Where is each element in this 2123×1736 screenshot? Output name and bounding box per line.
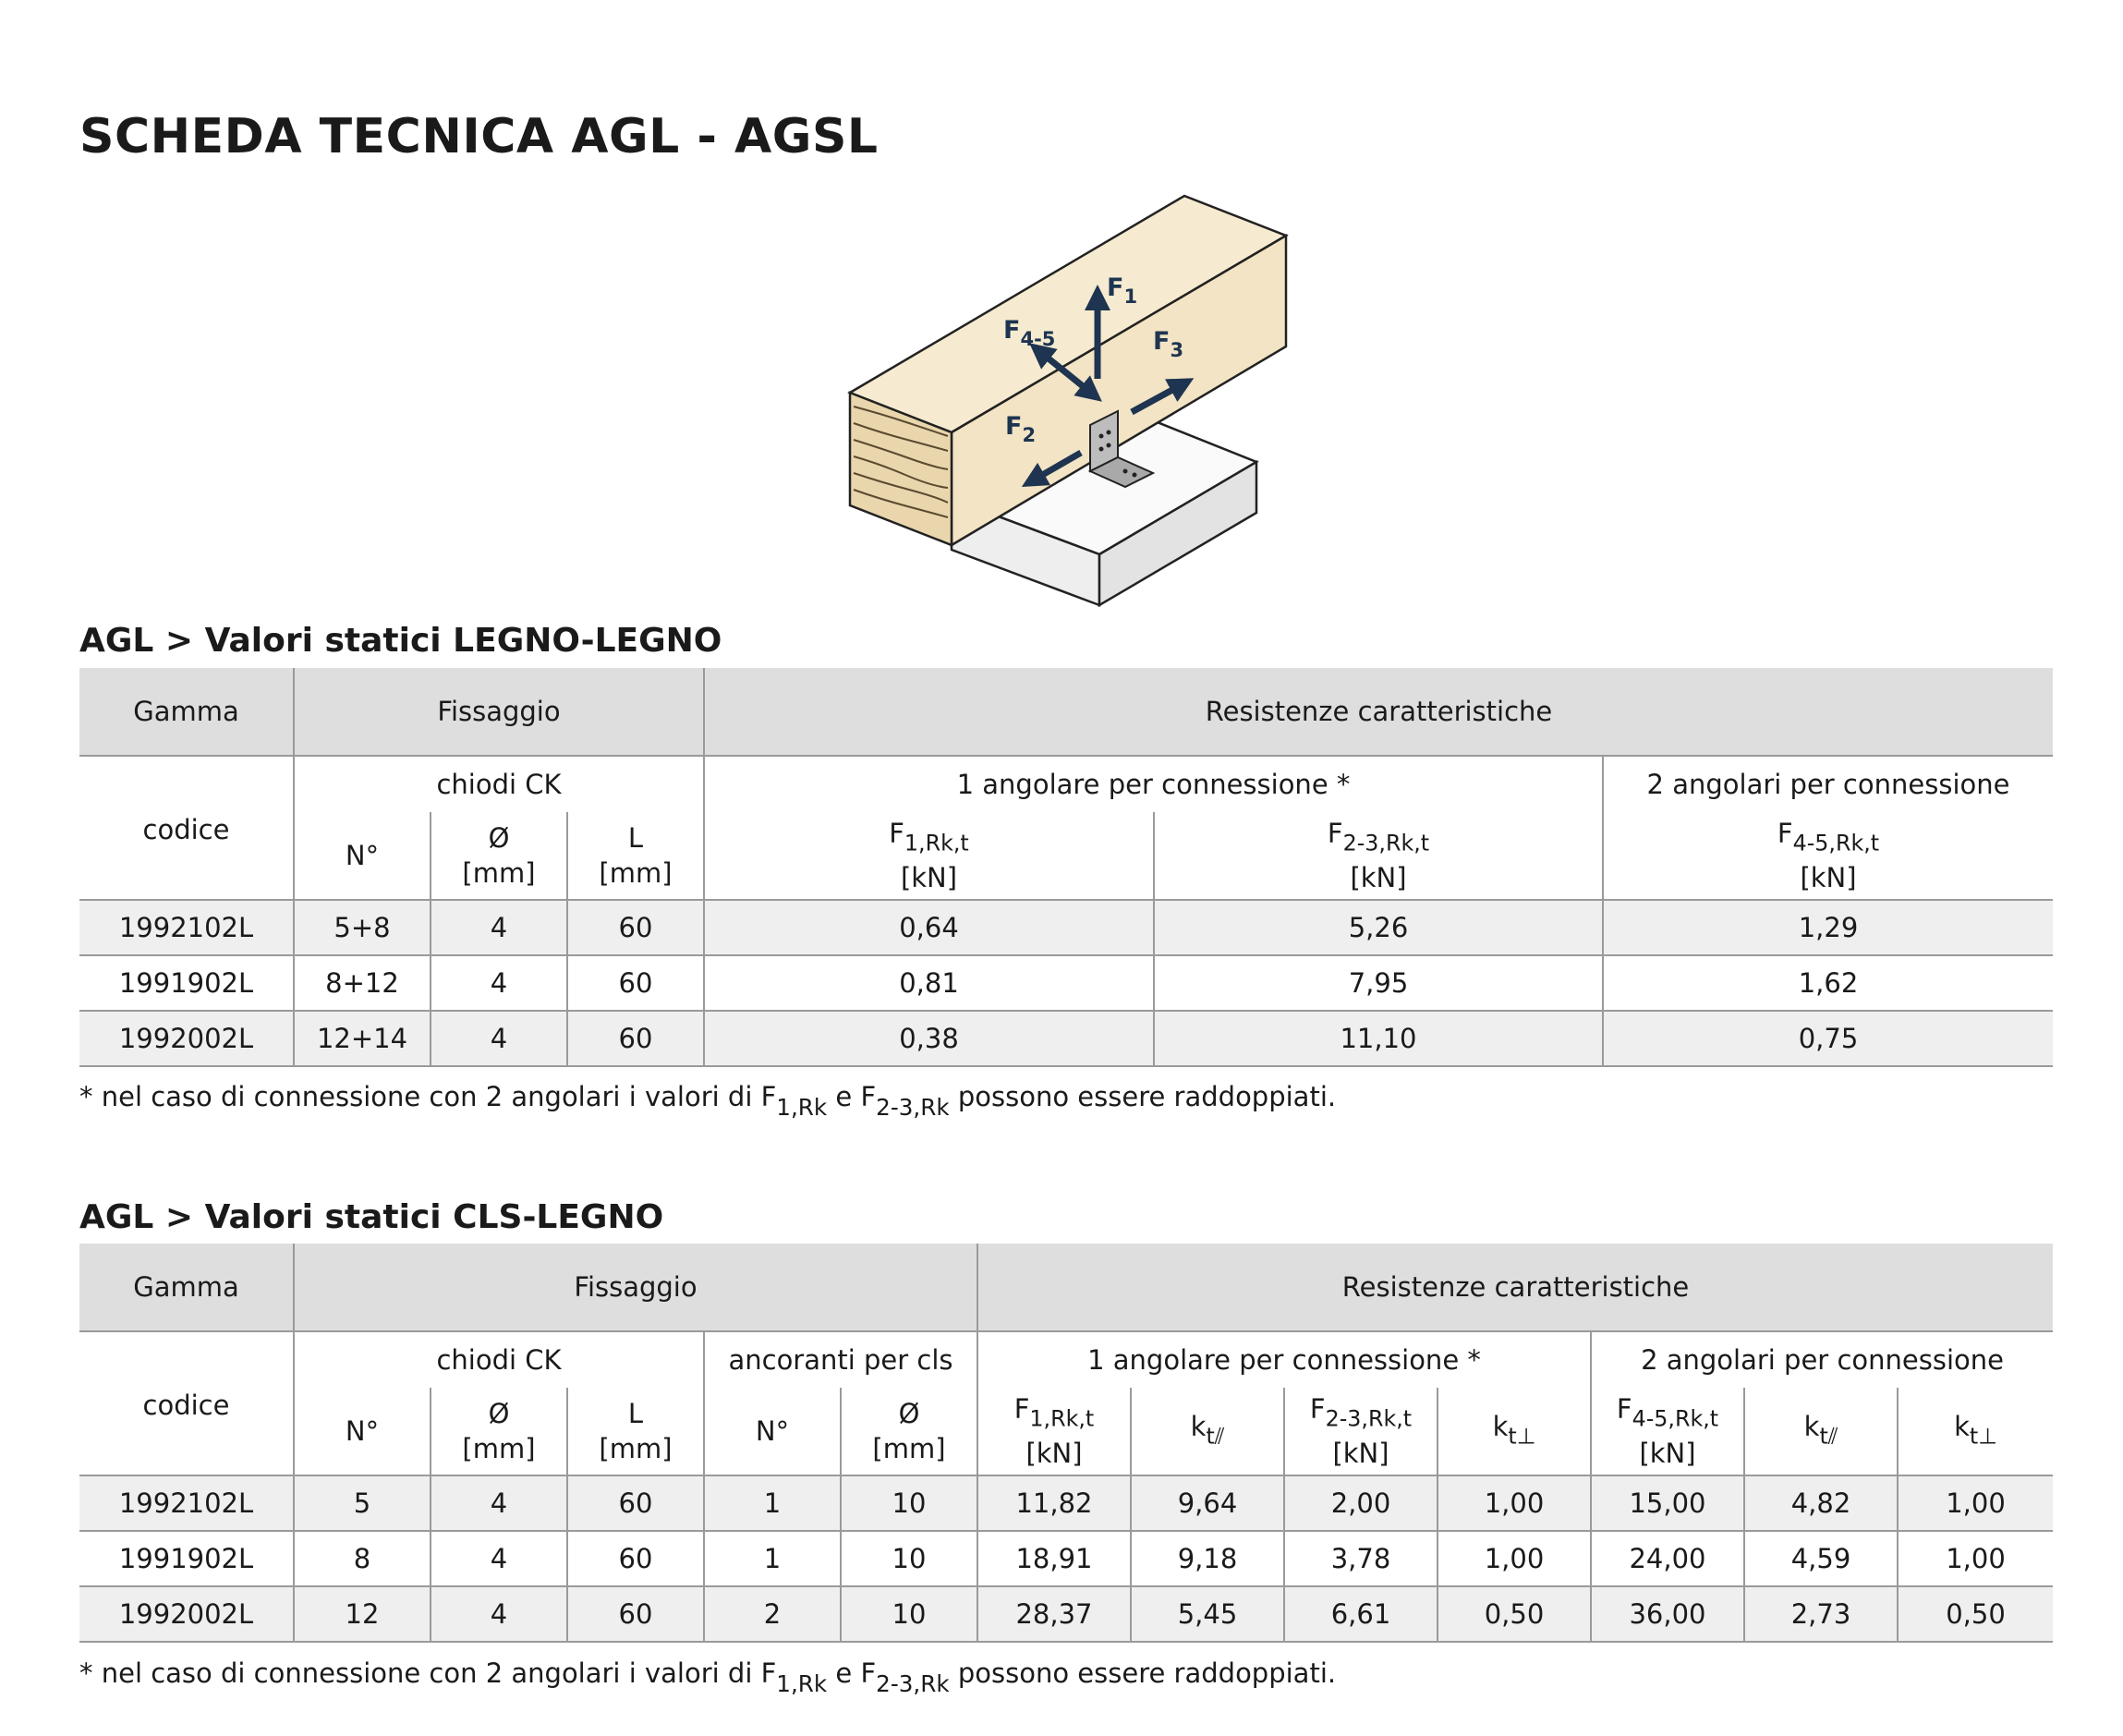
- cell-kt-perp: 1,00: [1438, 1475, 1591, 1531]
- cell-f23: 5,26: [1154, 900, 1603, 955]
- cell-l: 60: [567, 900, 704, 955]
- cell-f45: 1,62: [1603, 955, 2053, 1011]
- cell-code: 1992102L: [79, 900, 294, 955]
- one-bracket-header: 1 angolare per connessione *: [704, 756, 1603, 812]
- cell-f1: 18,91: [977, 1531, 1131, 1586]
- section-title-legno-legno: AGL > Valori statici LEGNO-LEGNO: [79, 622, 722, 660]
- cell-kt-perp-2: 0,50: [1898, 1586, 2053, 1642]
- col-l: L [mm]: [567, 812, 704, 900]
- col-n: N°: [294, 812, 431, 900]
- bracket-illustration: [831, 185, 1312, 610]
- col-anchor-n: N°: [704, 1388, 841, 1475]
- cell-anchor-diam: 10: [841, 1586, 977, 1642]
- cell-n: 12: [294, 1586, 431, 1642]
- cell-f23: 2,00: [1284, 1475, 1438, 1531]
- cell-kt-perp-2: 1,00: [1898, 1475, 2053, 1531]
- chiodi-header: chiodi CK: [294, 1331, 704, 1388]
- cell-l: 60: [567, 1586, 704, 1642]
- col-f1: $F_{1,Rk,t}$ [kN]: [704, 812, 1154, 900]
- cell-f45: 1,29: [1603, 900, 2053, 955]
- cell-diam: 4: [431, 1531, 567, 1586]
- cell-n: 8: [294, 1531, 431, 1586]
- cell-kt-parallel: 9,64: [1131, 1475, 1284, 1531]
- col-l: L [mm]: [567, 1388, 704, 1475]
- cell-f23: 3,78: [1284, 1531, 1438, 1586]
- col-f45: $F_{4-5,Rk,t}$ [kN]: [1591, 1388, 1744, 1475]
- ancoranti-header: ancoranti per cls: [704, 1331, 977, 1388]
- fissaggio-header: Fissaggio: [294, 1244, 977, 1331]
- gamma-header: Gamma: [79, 668, 294, 756]
- table-cls-legno: [79, 1244, 2053, 1643]
- table-row: [79, 1586, 2053, 1642]
- cell-code: 1992102L: [79, 1475, 294, 1531]
- section-title-cls-legno: AGL > Valori statici CLS-LEGNO: [79, 1198, 664, 1236]
- cell-anchor-diam: 10: [841, 1531, 977, 1586]
- col-diam: Ø [mm]: [431, 1388, 567, 1475]
- col-diam: Ø [mm]: [431, 812, 567, 900]
- cell-code: 1991902L: [79, 955, 294, 1011]
- col-kt-perp: $k_{t\perp}$: [1438, 1388, 1591, 1475]
- table-row: [79, 1475, 2053, 1531]
- cell-diam: 4: [431, 1586, 567, 1642]
- cell-n: 12+14: [294, 1011, 431, 1066]
- table-row: [79, 955, 2053, 1011]
- cell-f45: 24,00: [1591, 1531, 1744, 1586]
- cell-diam: 4: [431, 1475, 567, 1531]
- col-f23: $F_{2-3,Rk,t}$ [kN]: [1154, 812, 1603, 900]
- two-bracket-header: 2 angolari per connessione: [1603, 756, 2053, 812]
- codice-header: codice: [79, 1331, 294, 1475]
- gamma-header: Gamma: [79, 1244, 294, 1331]
- cell-code: 1992002L: [79, 1011, 294, 1066]
- page-title: SCHEDA TECNICA AGL - AGSL: [79, 109, 879, 164]
- cell-kt-parallel-2: 4,82: [1744, 1475, 1898, 1531]
- table-row: [79, 1011, 2053, 1066]
- cell-code: 1991902L: [79, 1531, 294, 1586]
- col-kt-perp-2: $k_{t\perp}$: [1898, 1388, 2053, 1475]
- fissaggio-header: Fissaggio: [294, 668, 704, 756]
- cell-f1: 28,37: [977, 1586, 1131, 1642]
- subheader-row: [79, 1331, 2053, 1388]
- cell-f45: 15,00: [1591, 1475, 1744, 1531]
- cell-anchor-diam: 10: [841, 1475, 977, 1531]
- resistenze-header: Resistenze caratteristiche: [977, 1244, 2053, 1331]
- cell-kt-perp-2: 1,00: [1898, 1531, 2053, 1586]
- cell-n: 8+12: [294, 955, 431, 1011]
- header-row: [79, 668, 2053, 756]
- one-bracket-header: 1 angolare per connessione *: [977, 1331, 1591, 1388]
- label-f1: $F_1$: [1107, 273, 1138, 308]
- cell-anchor-n: 1: [704, 1531, 841, 1586]
- cell-f1: 0,81: [704, 955, 1154, 1011]
- cell-f45: 36,00: [1591, 1586, 1744, 1642]
- cell-kt-parallel-2: 2,73: [1744, 1586, 1898, 1642]
- cell-kt-perp: 1,00: [1438, 1531, 1591, 1586]
- col-f23: $F_{2-3,Rk,t}$ [kN]: [1284, 1388, 1438, 1475]
- cell-code: 1992002L: [79, 1586, 294, 1642]
- label-f3: $F_3$: [1153, 327, 1184, 361]
- label-f45: $F_{4-5}$: [1003, 316, 1056, 350]
- column-header-row: [79, 1388, 2053, 1475]
- chiodi-header: chiodi CK: [294, 756, 704, 812]
- cell-diam: 4: [431, 955, 567, 1011]
- label-f2: $F_2$: [1005, 412, 1037, 446]
- cell-l: 60: [567, 1011, 704, 1066]
- cell-kt-parallel-2: 4,59: [1744, 1531, 1898, 1586]
- cell-kt-perp: 0,50: [1438, 1586, 1591, 1642]
- col-n: N°: [294, 1388, 431, 1475]
- col-kt-parallel-2: $k_{t⫽}$: [1744, 1388, 1898, 1475]
- table-legno-legno: [79, 668, 2053, 1067]
- cell-anchor-n: 1: [704, 1475, 841, 1531]
- col-f1: $F_{1,Rk,t}$ [kN]: [977, 1388, 1131, 1475]
- cell-diam: 4: [431, 1011, 567, 1066]
- resistenze-header: Resistenze caratteristiche: [704, 668, 2053, 756]
- header-row: [79, 1244, 2053, 1331]
- col-kt-parallel: $k_{t⫽}$: [1131, 1388, 1284, 1475]
- cell-diam: 4: [431, 900, 567, 955]
- cell-kt-parallel: 9,18: [1131, 1531, 1284, 1586]
- cell-f1: 11,82: [977, 1475, 1131, 1531]
- cell-anchor-n: 2: [704, 1586, 841, 1642]
- cell-f45: 0,75: [1603, 1011, 2053, 1066]
- cell-f23: 6,61: [1284, 1586, 1438, 1642]
- cell-f1: 0,38: [704, 1011, 1154, 1066]
- cell-f23: 7,95: [1154, 955, 1603, 1011]
- cell-kt-parallel: 5,45: [1131, 1586, 1284, 1642]
- table-row: [79, 900, 2053, 955]
- subheader-row: [79, 756, 2053, 812]
- cell-f23: 11,10: [1154, 1011, 1603, 1066]
- cell-l: 60: [567, 1475, 704, 1531]
- cell-f1: 0,64: [704, 900, 1154, 955]
- column-header-row: [79, 812, 2053, 900]
- col-anchor-diam: Ø [mm]: [841, 1388, 977, 1475]
- footnote-legno-legno: * nel caso di connessione con 2 angolari i valori di $F_{1,Rk}$ e $F_{2-3,Rk}$ possono essere raddoppiati.: [79, 1081, 1337, 1121]
- cell-l: 60: [567, 955, 704, 1011]
- cell-n: 5+8: [294, 900, 431, 955]
- table-row: [79, 1531, 2053, 1586]
- footnote-cls-legno: * nel caso di connessione con 2 angolari i valori di $F_{1,Rk}$ e $F_{2-3,Rk}$ possono essere raddoppiati.: [79, 1657, 1337, 1697]
- cell-l: 60: [567, 1531, 704, 1586]
- cell-n: 5: [294, 1475, 431, 1531]
- codice-header: codice: [79, 756, 294, 900]
- two-bracket-header: 2 angolari per connessione: [1591, 1331, 2053, 1388]
- col-f45: $F_{4-5,Rk,t}$ [kN]: [1603, 812, 2053, 900]
